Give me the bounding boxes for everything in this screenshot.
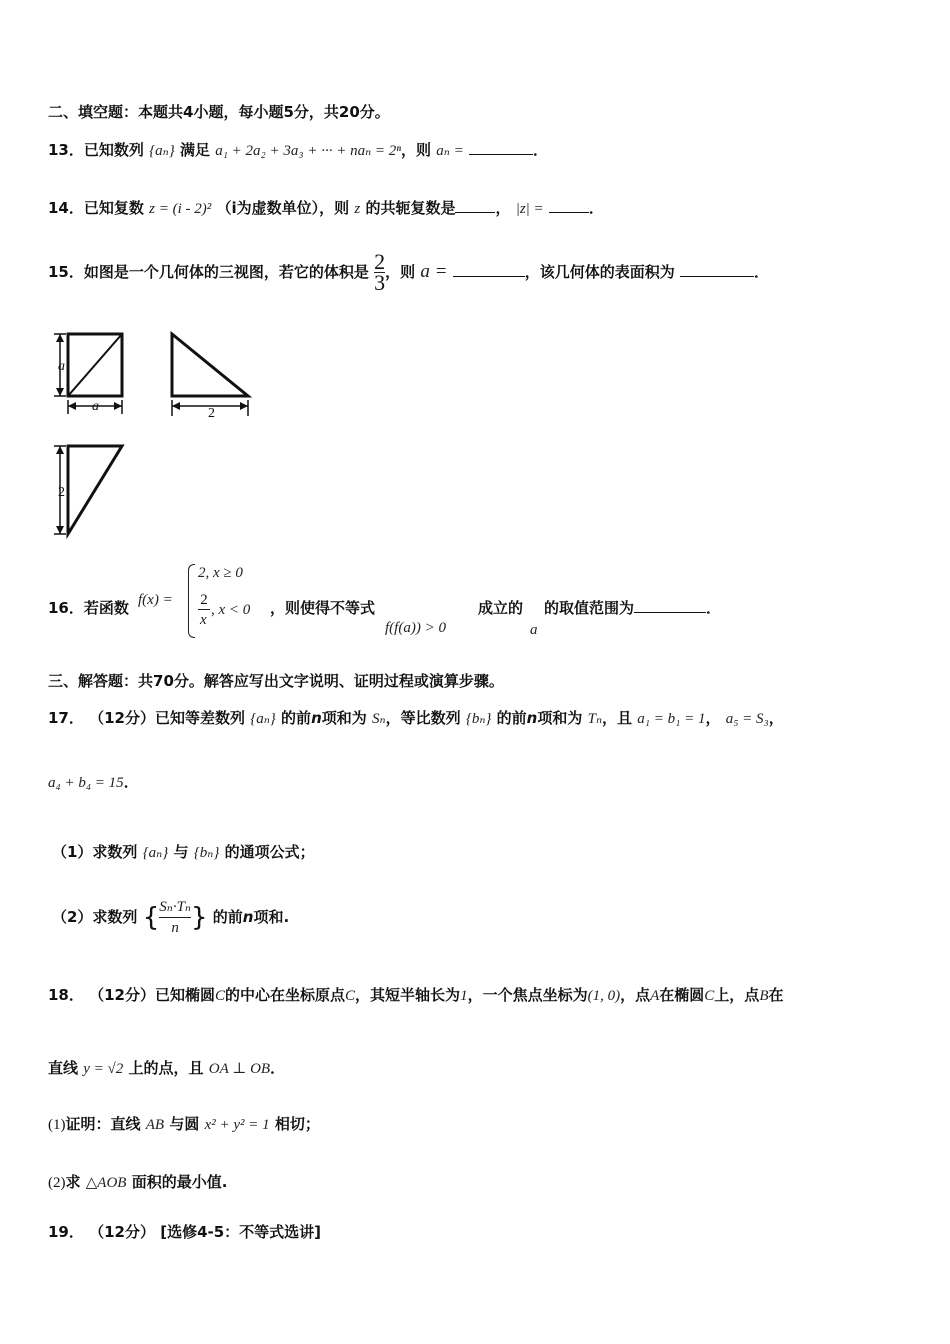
question-19: 19． （12分） [选修4-5：不等式选讲] — [48, 1223, 322, 1241]
q16-piecewise: f(x) = 2, x ≥ 0 2 x , x < 0 — [138, 562, 268, 640]
section-3-header: 三、解答题：共70分。解答应写出文字说明、证明过程或演算步骤。 — [48, 672, 504, 690]
front-bottom-label: a — [92, 399, 99, 414]
q18-part-1: (1)证明：直线 AB 与圆 x² + y² = 1 相切； — [48, 1115, 320, 1133]
q15-volume-fraction: $\frac{2}{3}$ — [374, 249, 386, 295]
question-13: 13．已知数列 {aₙ} 满足 a₁ + 2a₂ + 3a₃ + ··· + naₙ = 2ⁿ，则 aₙ = ． — [48, 141, 548, 159]
front-side-label: a — [58, 359, 65, 374]
three-view-figure — [44, 326, 264, 541]
top-side-label: 2 — [58, 485, 65, 500]
q16-text: ，则使得不等式 — [270, 599, 376, 617]
q13-lhs: aₙ = — [436, 143, 464, 159]
section-2-header: 二、填空题：本题共4小题，每小题5分，共20分。 — [48, 103, 390, 121]
q18-line-2: 直线 y = √2 上的点，且 OA ⊥ OB． — [48, 1059, 286, 1077]
q17-fraction: $\frac{\text{Sₙ·Tₙ}}{n}$ — [159, 899, 191, 936]
side-view — [172, 334, 248, 421]
side-bottom-label: 2 — [208, 406, 215, 421]
top-view — [54, 446, 122, 534]
q16-text3: 的取值范围为 ． — [544, 599, 722, 617]
q17-part-1: （1）求数列 {aₙ} 与 {bₙ} 的通项公式； — [52, 843, 315, 861]
answer-blank[interactable] — [453, 275, 525, 277]
front-view — [54, 334, 122, 414]
answer-blank[interactable] — [680, 275, 754, 277]
q13-formula: a₁ + 2a₂ + 3a₃ + ··· + naₙ = 2ⁿ — [215, 143, 401, 159]
answer-blank[interactable] — [634, 611, 706, 613]
q14-formula: z = (i - 2)² — [149, 201, 212, 217]
left-brace — [188, 564, 195, 638]
question-17: 17． （12分）已知等差数列 {aₙ} 的前n项和为 Sₙ，等比数列 {bₙ} 的前n项和为 Tₙ，且 a₁ = b₁ = 1， a₅ = S₃， — [48, 709, 784, 727]
q13-seq: {aₙ} — [149, 143, 175, 159]
question-16: 16．若函数 — [48, 599, 129, 617]
q17-condition-line: a₄ + b₄ = 15． — [48, 773, 139, 791]
q17-part-2: （2）求数列 { $\frac{\text{Sₙ·Tₙ}}{n}$ } 的前n项和. — [52, 899, 290, 936]
question-15: 15．如图是一个几何体的三视图，若它的体积是 $\frac{2}{3}$ ，则 a = ，该几何体的表面积为 ． — [48, 249, 769, 295]
q16-text2: 成立的 — [478, 599, 524, 617]
answer-blank[interactable] — [549, 211, 589, 213]
question-14: 14．已知复数 z = (i - 2)² （i为虚数单位），则 z 的共轭复数是 ， |z| = ． — [48, 199, 604, 217]
answer-blank[interactable] — [469, 153, 533, 155]
answer-blank[interactable] — [455, 211, 495, 213]
q18-part-2: (2)求 △AOB 面积的最小值. — [48, 1173, 228, 1191]
question-18: 18． （12分）已知椭圆C的中心在坐标原点C，其短半轴长为1，一个焦点坐标为(1, 0)，点A在椭圆C上，点B在 — [48, 986, 784, 1004]
